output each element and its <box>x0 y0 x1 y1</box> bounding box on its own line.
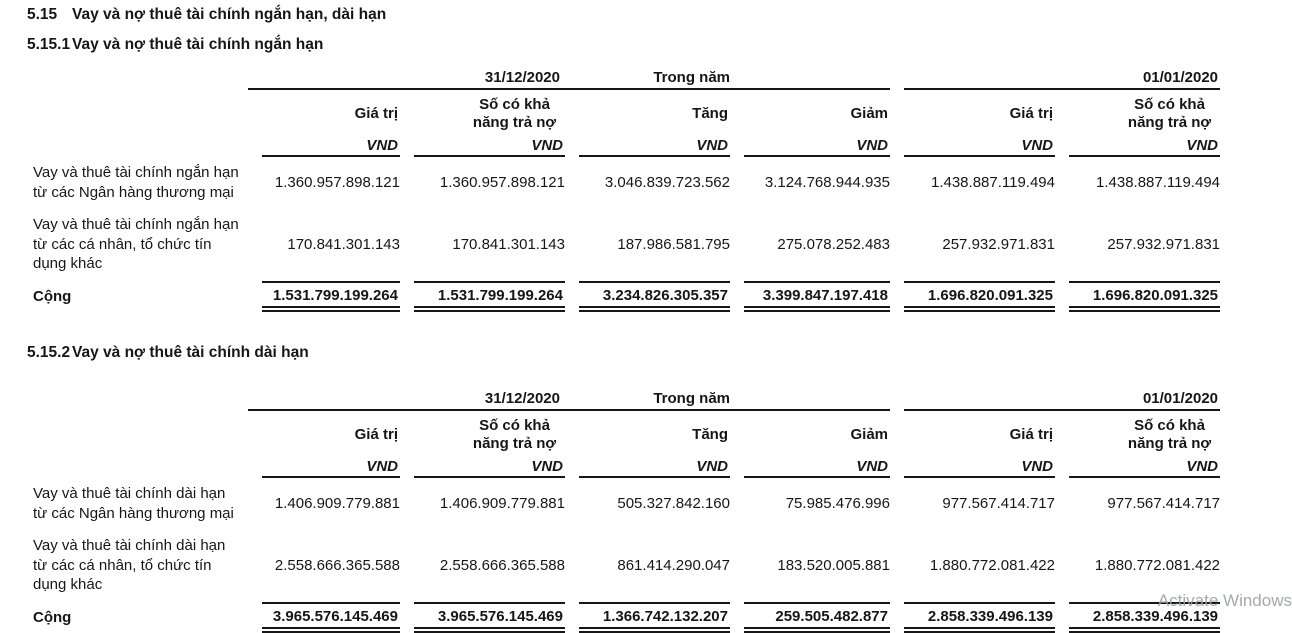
total-amount-cell: 1.696.820.091.325 <box>1055 281 1220 312</box>
currency-cell <box>1055 455 1220 478</box>
total-amount-cell: 2.858.339.496.139 <box>1055 602 1220 633</box>
spacer-cell <box>33 455 248 478</box>
amount-cell: 861.414.290.047 <box>617 557 730 574</box>
column-header-tang: Tăng <box>692 425 728 443</box>
table-row <box>33 478 1220 530</box>
table-row <box>33 530 1220 602</box>
section-title: Vay và nợ thuê tài chính ngắn hạn <box>72 36 324 53</box>
amount-cell: 170.841.301.143 <box>452 236 565 254</box>
amount-cell: 977.567.414.717 <box>1107 495 1221 513</box>
total-amount-cell: 3.234.826.305.357 <box>565 281 730 312</box>
column-header-so-co-kha-nang-tra-no: Số có khả năng trả nợ <box>472 416 557 452</box>
period-group-left <box>248 390 890 411</box>
total-row <box>33 602 1220 633</box>
activate-windows-watermark: Activate Windows <box>1157 591 1292 610</box>
section-heading-5-15 <box>27 0 1280 24</box>
currency-cell <box>890 134 1055 157</box>
long-term-loans-table <box>33 390 1220 633</box>
amount-cell: 257.932.971.831 <box>942 236 1055 254</box>
total-label: Cộng <box>33 287 72 305</box>
amount-cell: 1.406.909.779.881 <box>274 495 400 513</box>
period-group-left <box>248 69 890 90</box>
currency-label: VND <box>414 455 565 478</box>
section-number: 5.15.2 <box>27 343 71 361</box>
period-header-31-12-2020: 31/12/2020 <box>484 389 560 407</box>
row-label: Vay và thuê tài chính dài hạn từ các cá nhân, tổ chức tín dụng khác <box>33 537 226 594</box>
total-amount-cell: 1.531.799.199.264 <box>400 281 565 312</box>
spacer-cell <box>33 411 248 455</box>
section-title: Vay và nợ thuê tài chính ngắn hạn, dài hạn <box>72 6 387 23</box>
column-header-gia-tri: Giá trị <box>1009 425 1053 443</box>
total-amount-cell: 1.696.820.091.325 <box>890 281 1055 312</box>
column-header-row <box>33 90 1220 134</box>
currency-label: VND <box>904 134 1055 157</box>
table-row <box>33 157 1220 209</box>
currency-cell <box>248 455 400 478</box>
column-header-so-co-kha-nang-tra-no: Số có khả năng trả nợ <box>472 96 557 131</box>
total-amount-cell: 3.965.576.145.469 <box>248 602 400 633</box>
amount-cell: 170.841.301.143 <box>287 236 400 254</box>
currency-label: VND <box>262 455 400 478</box>
currency-cell <box>730 455 890 478</box>
column-header-gia-tri: Giá trị <box>354 425 398 443</box>
currency-cell <box>565 134 730 157</box>
amount-cell: 2.558.666.365.588 <box>439 557 565 574</box>
amount-cell: 183.520.005.881 <box>777 557 890 574</box>
total-label: Cộng <box>33 608 72 626</box>
column-header-row <box>33 411 1220 455</box>
total-amount-cell: 259.505.482.877 <box>730 602 890 633</box>
amount-cell: 1.880.772.081.422 <box>929 557 1055 574</box>
period-group-right <box>890 390 1220 411</box>
section-title: Vay và nợ thuê tài chính dài hạn <box>72 343 309 361</box>
amount-cell: 1.438.887.119.494 <box>1096 174 1221 192</box>
spacer-cell <box>33 69 248 90</box>
period-header-01-01-2020: 01/01/2020 <box>1142 69 1219 86</box>
row-label: Vay và thuê tài chính dài hạn từ các Ngân hàng thương mại <box>33 485 234 522</box>
spacer-cell <box>33 390 248 411</box>
currency-cell <box>400 455 565 478</box>
currency-cell <box>890 455 1055 478</box>
column-header-gia-tri: Giá trị <box>354 104 398 122</box>
total-amount-cell: 3.965.576.145.469 <box>400 602 565 633</box>
total-amount-cell: 1.531.799.199.264 <box>248 281 400 312</box>
amount-cell: 1.438.887.119.494 <box>930 174 1055 192</box>
amount-cell: 275.078.252.483 <box>777 236 890 254</box>
row-label: Vay và thuê tài chính ngắn hạn từ các Ngân hàng thương mại <box>33 164 239 201</box>
column-header-so-co-kha-nang-tra-no: Số có khả năng trả nợ <box>1127 96 1212 131</box>
period-header-row <box>33 69 1220 90</box>
column-header-giam: Giảm <box>850 104 888 122</box>
spacer-cell <box>33 134 248 157</box>
amount-cell: 1.880.772.081.422 <box>1094 557 1221 574</box>
spacer-cell <box>33 90 248 134</box>
total-amount-cell: 2.858.339.496.139 <box>890 602 1055 633</box>
row-label: Vay và thuê tài chính ngắn hạn từ các cá nhân, tổ chức tín dụng khác <box>33 216 239 273</box>
amount-cell: 257.932.971.831 <box>1107 236 1221 254</box>
amount-cell: 75.985.476.996 <box>785 495 890 513</box>
amount-cell: 1.406.909.779.881 <box>439 495 565 513</box>
column-header-tang: Tăng <box>692 104 728 122</box>
currency-label: VND <box>579 455 730 478</box>
short-term-loans-table <box>33 69 1220 312</box>
currency-label: VND <box>1069 455 1220 478</box>
total-amount-cell: 3.399.847.197.418 <box>730 281 890 312</box>
currency-label: VND <box>744 134 890 157</box>
period-header-trong-nam: Trong năm <box>653 69 730 86</box>
currency-label: VND <box>744 455 890 478</box>
currency-cell <box>730 134 890 157</box>
currency-row <box>33 134 1220 157</box>
amount-cell: 1.360.957.898.121 <box>274 174 400 192</box>
table-row <box>33 209 1220 281</box>
amount-cell: 3.046.839.723.562 <box>604 174 730 192</box>
period-group-right <box>890 69 1220 90</box>
period-header-trong-nam: Trong năm <box>653 389 730 407</box>
period-header-31-12-2020: 31/12/2020 <box>484 69 560 86</box>
currency-label: VND <box>579 134 730 157</box>
currency-label: VND <box>1069 134 1220 157</box>
currency-cell <box>565 455 730 478</box>
currency-cell <box>248 134 400 157</box>
period-header-01-01-2020: 01/01/2020 <box>1142 389 1219 407</box>
total-row <box>33 281 1220 312</box>
column-header-gia-tri: Giá trị <box>1009 104 1053 122</box>
section-heading-5-15-1 <box>27 36 1280 54</box>
currency-label: VND <box>262 134 400 157</box>
amount-cell: 2.558.666.365.588 <box>274 557 400 574</box>
amount-cell: 505.327.842.160 <box>617 495 730 513</box>
currency-cell <box>400 134 565 157</box>
amount-cell: 3.124.768.944.935 <box>764 174 890 192</box>
amount-cell: 977.567.414.717 <box>942 495 1055 513</box>
currency-cell <box>1055 134 1220 157</box>
currency-label: VND <box>904 455 1055 478</box>
currency-label: VND <box>414 134 565 157</box>
amount-cell: 187.986.581.795 <box>617 236 730 254</box>
amount-cell: 1.360.957.898.121 <box>439 174 565 192</box>
column-header-so-co-kha-nang-tra-no: Số có khả năng trả nợ <box>1127 416 1212 452</box>
currency-row <box>33 455 1220 478</box>
section-number: 5.15.1 <box>27 36 71 53</box>
section-heading-5-15-2 <box>27 344 1280 362</box>
total-amount-cell: 1.366.742.132.207 <box>565 602 730 633</box>
column-header-giam: Giảm <box>850 425 888 443</box>
period-header-row <box>33 390 1220 411</box>
section-number: 5.15 <box>27 6 58 23</box>
